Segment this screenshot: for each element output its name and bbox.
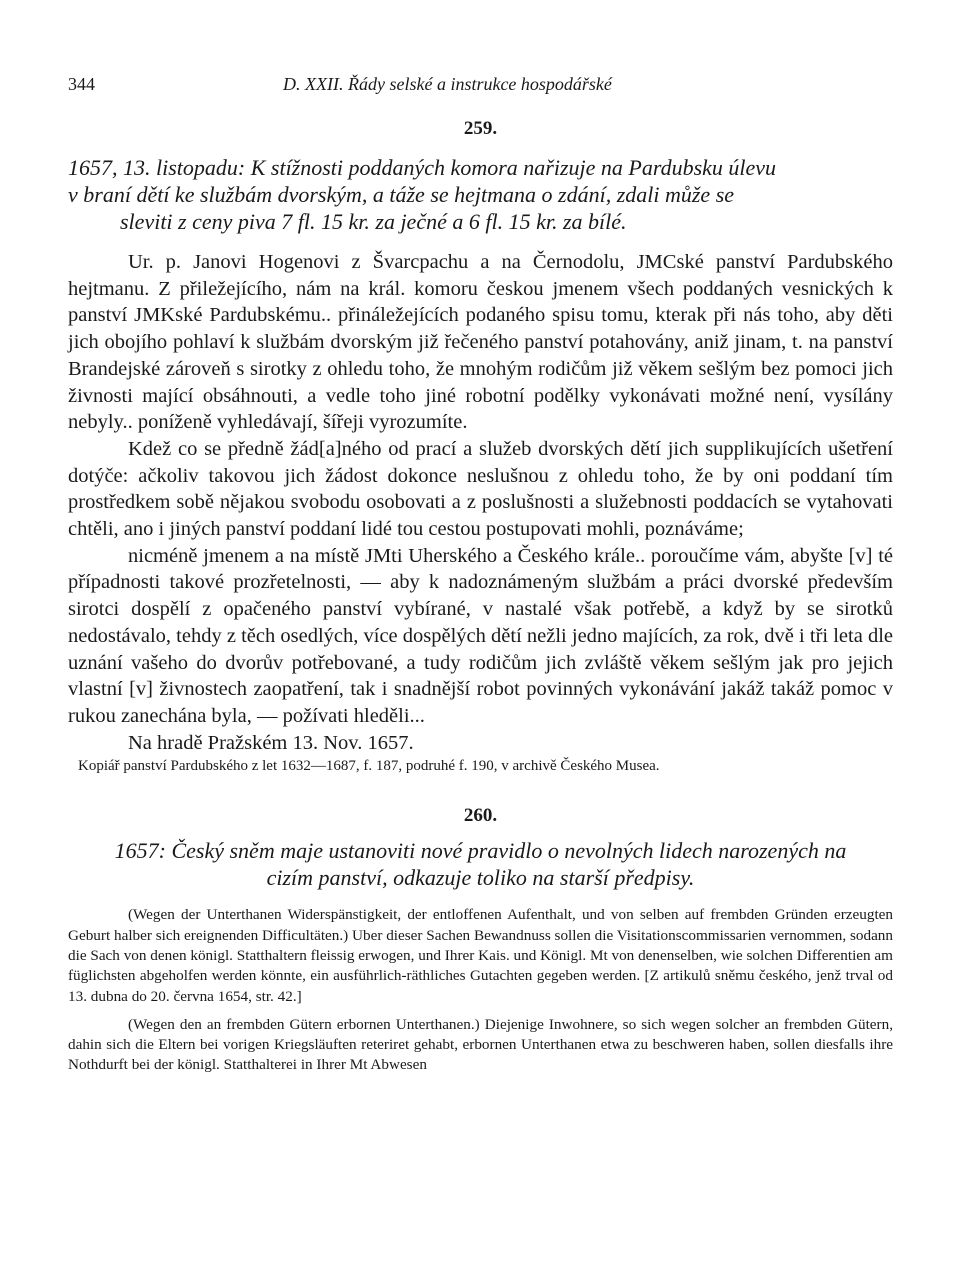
paragraph: nicméně jmenem a na místě JMti Uherského a Českého krále.. poroučíme vám, abyšte [v] té případnosti takové prozřetelnosti, — aby k nadoznámeným službám a práci dvorské především sirotci dospělí z opačeného panství vybírané, v nastalé však potřebě, a když by se sirotků nedostávalo, tehdy z těch osedlých, více dospělých dětí nežli jedno majících, za rok, dvě i tři leta dle uznání vašeho do dvorův potřebované, a tudy rodičům jich zvláště věkem sešlým jak pro jejich vlastní [v] živnostech zaopatření, tak i snadnější robot povinných vykonávání jakáž takáž pomoc v rukou zanechána byla, — požívati hleděli... — [68, 544, 893, 727]
paragraph: (Wegen der Unterthanen Widerspänstigkeit, der entloffenen Aufenthalt, und von selben auf frembden Gründen erzeugten Geburt halber sich ereignenden Difficultäten.) Uber dieser Sachen Bewandnuss sollen die Visitationscommissarien vernommen, sodann die Sach von denen königl. Statthaltern fleissig erwogen, und Ihrer Kais. und Königl. Mt von denenselben, wie solchen Differentien am füglichsten abgeholfen werden könnte, ein ausführlich-räthliches Gutachten gegeben werden. [Z artikulů sněmu českého, jenž trval od 13. dubna do 20. června 1654, str. 42.] — [68, 906, 893, 1005]
source-note: Kopiář panství Pardubského z let 1632—1687, f. 187, podruhé f. 190, v archivě Českého Musea. — [78, 758, 660, 775]
heading-line: v braní dětí ke službám dvorským, a táže se hejtmana o zdání, zdali může se — [68, 182, 735, 207]
document-page — [68, 70, 893, 1076]
heading-line: sleviti z ceny piva 7 fl. 15 kr. za ječné a 6 fl. 15 kr. za bílé. — [120, 209, 627, 234]
document-number-259: 259. — [463, 118, 498, 139]
document-number-260: 260. — [463, 805, 498, 827]
page-number: 344 — [68, 74, 95, 94]
running-head — [68, 70, 893, 100]
signoff: Na hradě Pražském 13. Nov. 1657. — [128, 731, 414, 754]
document-heading-260 — [68, 837, 893, 891]
document-body-259 — [68, 249, 893, 756]
heading-line: 1657: Český sněm maje ustanoviti nové pravidlo o nevolných lidech narozených na — [114, 838, 847, 864]
heading-line: cizím panství, odkazuje toliko na starší předpisy. — [266, 865, 695, 891]
paragraph: Ur. p. Janovi Hogenovi z Švarcpachu a na Černodolu, JMCské panství Pardubského hejtmanu. Z přiležejícího, nám na král. komoru českou jmenem všech poddaných vesnických k panství JMKské Pardubskému.. přináležejících podaného spisu tomu, kterak při nás toho, aby děti jich obojího pohlaví k službám dvorským již řečeného panství potahovány, aniž jinam, t. na panství Brandejské zároveň s sirotky z ohledu toho, že mnohým rodičům již věkem sešlým bez pomoci jich živnosti mající obsáhnouti, a vedle toho jiné robotní podělky vykonávati možné není, vysílány nebyly.. poníženě vyhledávají, šířeji vyrozumíte. — [68, 251, 893, 434]
paragraph: Kdež co se předně žád[a]ného od prací a služeb dvorských dětí jich supplikujících ušetření dotýče: ačkoliv takovou jich žádost dokonce neslušnou z ohledu toho, že by oni poddaní tím prostředkem sobě nějakou svobodu osobovati a z poslušnosti a služebnosti poddacích se vytahovati chtěli, ano i jiných panství poddaní lidé tou cestou postupovati mohli, poznáváme; — [68, 437, 893, 541]
document-body-260 — [68, 905, 893, 1075]
paragraph: (Wegen den an frembden Gütern erbornen Unterthanen.) Diejenige Inwohnere, so sich wegen solcher an frembden Gütern, dahin sich die Eltern bei vorigen Kriegsläuften reteriret gehabt, erbornen Unterthanen etwa zu beschweren haben, sollen diesfalls ihre Nothdurft bei der königl. Statthalterei in Ihrer Mt Abwesen — [68, 1015, 893, 1074]
heading-line: 1657, 13. listopadu: K stížnosti poddaných komora nařizuje na Pardubsku úlevu — [68, 155, 777, 180]
running-title: D. XXII. Řády selské a instrukce hospodářské — [283, 74, 612, 94]
document-heading-259 — [68, 154, 893, 235]
